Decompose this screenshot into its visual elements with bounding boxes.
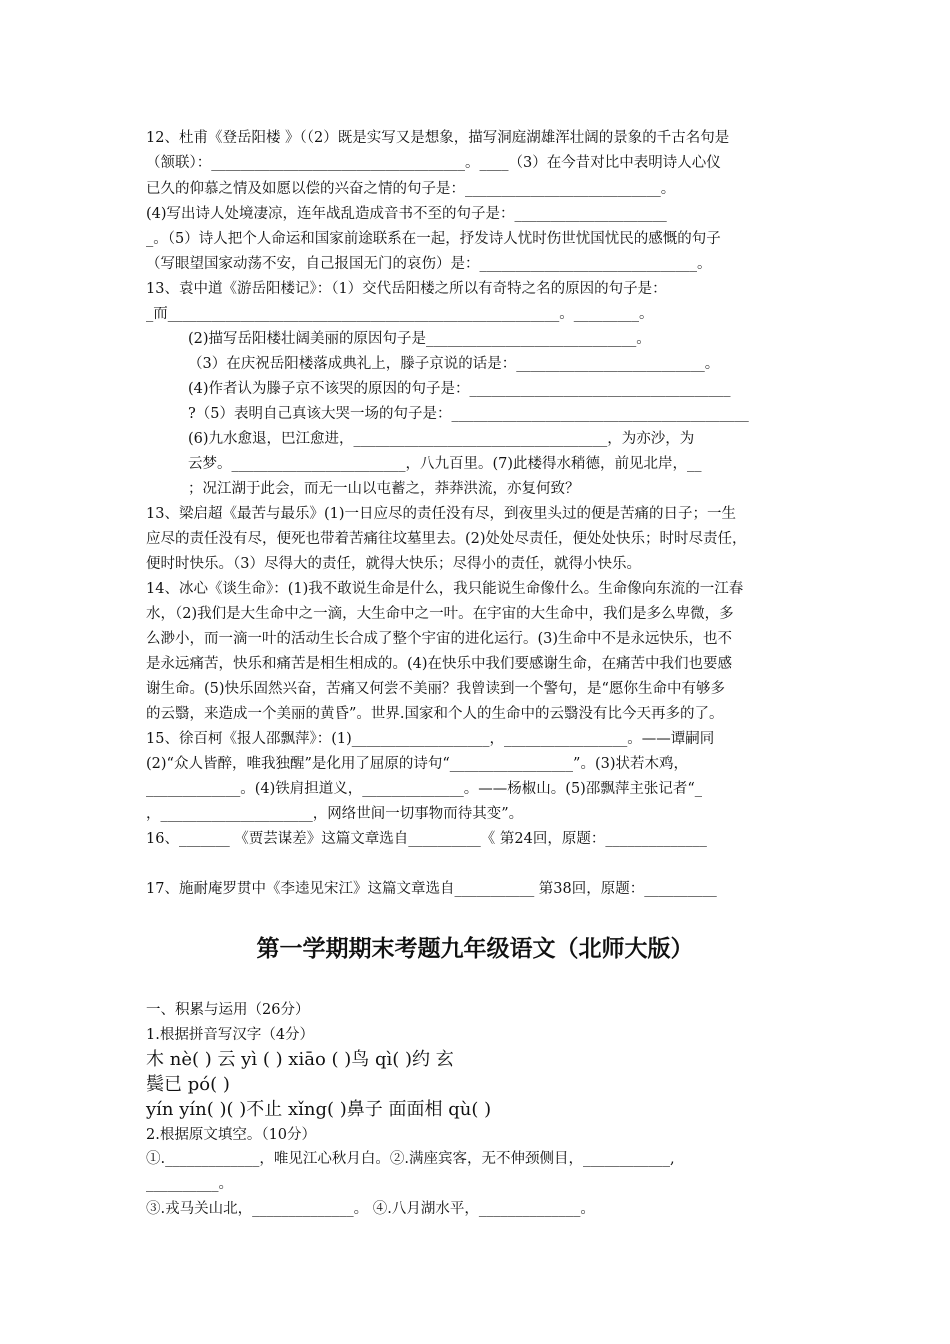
text-line: _。（5）诗人把个人命运和国家前途联系在一起，抒发诗人忧时伤世忧国忧民的感慨的句子 xyxy=(146,231,721,247)
text-line: （写眼望国家动荡不安，自己报国无门的哀伤）是：______________________________。 xyxy=(146,256,712,272)
text-line: 13、袁中道《游岳阳楼记》：（1）交代岳阳楼之所以有奇特之名的原因的句子是： xyxy=(146,281,667,297)
text-line: 么渺小，而一滴一叶的活动生长合成了整个宇宙的进化运行。(3)生命中不是永远快乐，也不 xyxy=(146,631,733,647)
text-line: 应尽的责任没有尽，便死也带着苦痛往坟墓里去。(2)处处尽责任，便处处快乐；时时尽责任， xyxy=(146,531,747,547)
pinyin-line: 木 nè( ) 云 yì ( ) xiāo ( )鸟 qì( )约 玄 xyxy=(146,1049,454,1070)
text-line: _____________。(4)铁肩担道义，______________。——杨椒山。(5)邵飘萍主张记者“_ xyxy=(146,781,702,797)
text-line: ①._____________，唯见江心秋月白。②.满座宾客，无不伸颈侧目，____________, xyxy=(146,1151,675,1167)
text-line: 已久的仰慕之情及如愿以偿的兴奋之情的句子是：___________________________。 xyxy=(146,181,676,197)
text-line: 12、杜甫《登岳阳楼 》（（2）既是实写又是想象，描写洞庭湖雄浑壮阔的景象的千古名句是 xyxy=(146,130,730,146)
section-heading: 一、积累与运用（26分） xyxy=(146,1002,310,1018)
text-line: (2)描写岳阳楼壮阔美丽的原因句子是_____________________________。 xyxy=(188,331,651,347)
text-line: (2)“众人皆醉，唯我独醒”是化用了屈原的诗句“_________________”。(3)状若木鸡， xyxy=(146,756,688,772)
text-line: ③.戎马关山北，______________。 ④.八月湖水平，______________。 xyxy=(146,1201,595,1217)
text-line: _而______________________________________________________。_________。 xyxy=(146,306,654,322)
text-line: 水，（2)我们是大生命中之一滴，大生命中之一叶。在宇宙的大生命中，我们是多么卑微，多 xyxy=(146,606,734,622)
text-line: 13、梁启超《最苦与最乐》(1)一日应尽的责任没有尽，到夜里头过的便是苦痛的日子；一生 xyxy=(146,506,736,522)
text-line: ?（5）表明自己真该大哭一场的句子是：_________________________________________ xyxy=(188,406,749,422)
text-line: (4)写出诗人处境凄凉，连年战乱造成音书不至的句子是：_____________________ xyxy=(146,206,667,222)
question-heading: 1.根据拼音写汉字（4分） xyxy=(146,1027,315,1043)
text-line: （颔联）：___________________________________。____（3）在今昔对比中表明诗人心仪 xyxy=(146,155,721,171)
text-line: 谢生命。(5)快乐固然兴奋，苦痛又何尝不美丽？我曾读到一个警句，是“愿你生命中有够多 xyxy=(146,681,725,697)
exam-title: 第一学期期末考题九年级语文（北师大版） xyxy=(256,936,694,962)
text-line: 15、徐百柯《报人邵飘萍》：(1)___________________，_________________。——谭嗣同 xyxy=(146,731,715,747)
pinyin-line: 鬓已 pó( ) xyxy=(146,1074,230,1095)
text-line: 17、施耐庵罗贯中《李逵见宋江》这篇文章选自___________ 第38回，原题：__________ xyxy=(146,881,717,897)
text-line: ，_____________________，网络世间一切事物而待其变”。 xyxy=(146,806,524,822)
text-line: 云梦。________________________，八九百里。(7)此楼得水稍德，前见北岸，__ xyxy=(188,456,702,472)
text-line: 14、冰心《谈生命》：(1)我不敢说生命是什么，我只能说生命像什么。生命像向东流的一江春 xyxy=(146,581,744,597)
text-line: 是永远痛苦，快乐和痛苦是相生相成的。(4)在快乐中我们要感谢生命，在痛苦中我们也要感 xyxy=(146,656,733,672)
text-line: ；况江湖于此会，而无一山以屯蓄之，莽莽洪流，亦复何致？ xyxy=(188,481,580,497)
text-line: __________。 xyxy=(146,1176,233,1192)
pinyin-line: yín yín( )( )不止 xǐng( )鼻子 面面相 qù( ) xyxy=(146,1099,492,1120)
text-line: 16、_______ 《贾芸谋差》这篇文章选自__________《 第24回，原题：______________ xyxy=(146,831,707,847)
text-line: （3）在庆祝岳阳楼落成典礼上，滕子京说的话是：__________________________。 xyxy=(188,356,720,372)
text-line: 便时时快乐。（3）尽得大的责任，就得大快乐；尽得小的责任，就得小快乐。 xyxy=(146,556,641,572)
text-line: 的云翳，来造成一个美丽的黄昏”。世界.国家和个人的生命中的云翳没有比今天再多的了。 xyxy=(146,706,724,722)
text-line: (6)九水愈退，巴江愈进，___________________________________，为亦沙，为 xyxy=(188,431,695,447)
text-line: (4)作者认为滕子京不该哭的原因的句子是：____________________________________ xyxy=(188,381,731,397)
question-heading: 2.根据原文填空。（10分） xyxy=(146,1127,317,1143)
